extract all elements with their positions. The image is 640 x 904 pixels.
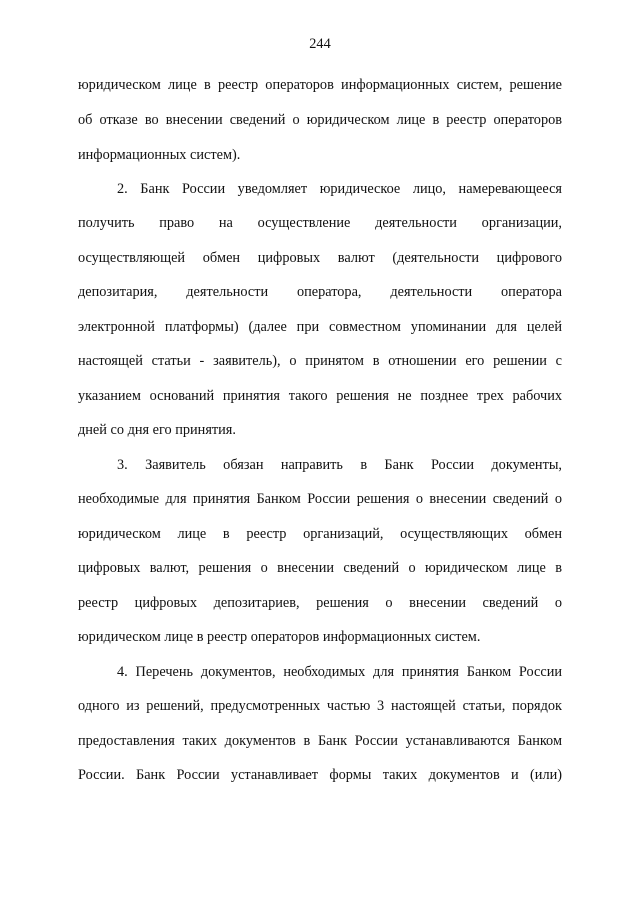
- text-line: юридическом лице в реестр операторов информационных систем, решение: [78, 77, 562, 93]
- text-line: 3. Заявитель обязан направить в Банк России документы,: [117, 457, 562, 473]
- text-line: дней со дня его принятия.: [78, 422, 236, 438]
- text-line: предоставления таких документов в Банк России устанавливаются Банком: [78, 733, 562, 749]
- text-line: настоящей статьи - заявитель), о принятом в отношении его решении с: [78, 353, 562, 369]
- page-number: 244: [309, 36, 331, 52]
- text-line: юридическом лице в реестр организаций, осуществляющих обмен: [78, 526, 562, 542]
- text-line: 2. Банк России уведомляет юридическое лицо, намеревающееся: [117, 181, 562, 197]
- text-line: получить право на осуществление деятельности организации,: [78, 215, 562, 231]
- text-line: указанием оснований принятия такого решения не позднее трех рабочих: [78, 388, 562, 404]
- text-line: 4. Перечень документов, необходимых для принятия Банком России: [117, 664, 562, 680]
- text-line: информационных систем).: [78, 147, 241, 163]
- text-line: цифровых валют, решения о внесении сведений о юридическом лице в: [78, 560, 562, 576]
- text-line: об отказе во внесении сведений о юридическом лице в реестр операторов: [78, 112, 562, 128]
- text-line: депозитария, деятельности оператора, деятельности оператора: [78, 284, 562, 300]
- text-line: юридическом лице в реестр операторов информационных систем.: [78, 629, 481, 645]
- text-line: электронной платформы) (далее при совместном упоминании для целей: [78, 319, 562, 335]
- text-line: необходимые для принятия Банком России решения о внесении сведений о: [78, 491, 562, 507]
- text-line: осуществляющей обмен цифровых валют (деятельности цифрового: [78, 250, 562, 266]
- text-line: одного из решений, предусмотренных частью 3 настоящей статьи, порядок: [78, 698, 562, 714]
- text-line: России. Банк России устанавливает формы таких документов и (или): [78, 767, 562, 783]
- text-line: реестр цифровых депозитариев, решения о внесении сведений о: [78, 595, 562, 611]
